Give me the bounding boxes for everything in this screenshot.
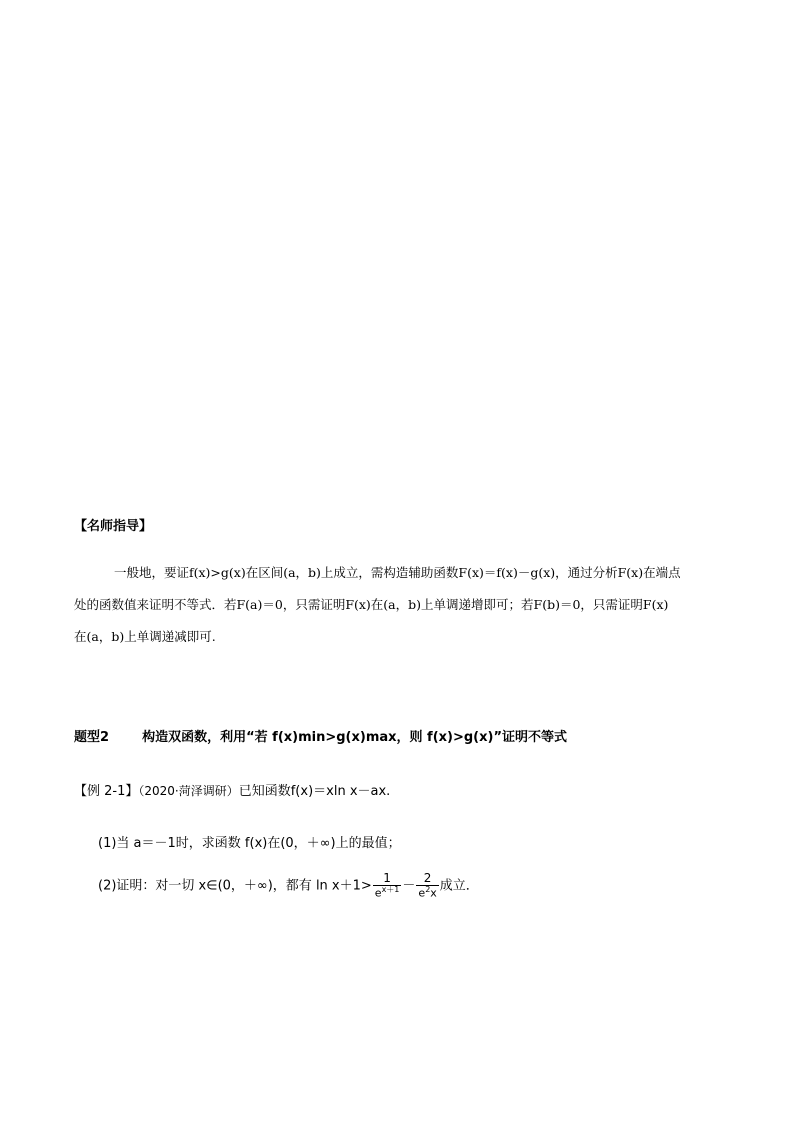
minus-sign: － [402, 878, 416, 894]
q2-prefix: (2)证明：对一切 x∈(0，＋∞)，都有 ln x＋1> [98, 878, 372, 894]
guide-line-3: 在(a，b)上单调递减即可. [74, 629, 216, 644]
section-label: 题型2 [74, 730, 110, 745]
example-source: （2020·菏泽调研） [138, 784, 239, 798]
guide-title: 【名师指导】 [74, 519, 153, 534]
question-1: (1)当 a＝－1时，求函数 f(x)在(0，＋∞)上的最值； [98, 836, 401, 851]
q2-suffix: 成立． [439, 878, 479, 894]
example-tag: 【例 2-1】 [74, 784, 139, 799]
fraction-1-denominator: $e^{x+1}$ [374, 885, 400, 900]
section-title: 构造双函数，利用“若 f(x)min>g(x)max，则 f(x)>g(x)”证明不等式 [142, 730, 567, 745]
fraction-2-numerator: 2 [416, 872, 438, 886]
example-statement [74, 780, 390, 799]
guide-line-1: 一般地，要证f(x)>g(x)在区间(a，b)上成立，需构造辅助函数F(x)＝f(x)－g(x)，通过分析F(x)在端点 [114, 565, 681, 580]
example-text: 已知函数f(x)＝xln x－ax. [238, 784, 391, 799]
fraction-2 [416, 872, 438, 900]
fraction-1-numerator: 1 [373, 872, 402, 886]
fraction-1 [373, 872, 402, 900]
fraction-2-denominator: $e^2x$ [418, 885, 437, 900]
section-heading [74, 726, 567, 745]
question-2 [98, 872, 479, 900]
guide-line-2: 处的函数值来证明不等式．若F(a)＝0，只需证明F(x)在(a，b)上单调递增即可；若F(b)＝0，只需证明F(x) [74, 597, 669, 612]
